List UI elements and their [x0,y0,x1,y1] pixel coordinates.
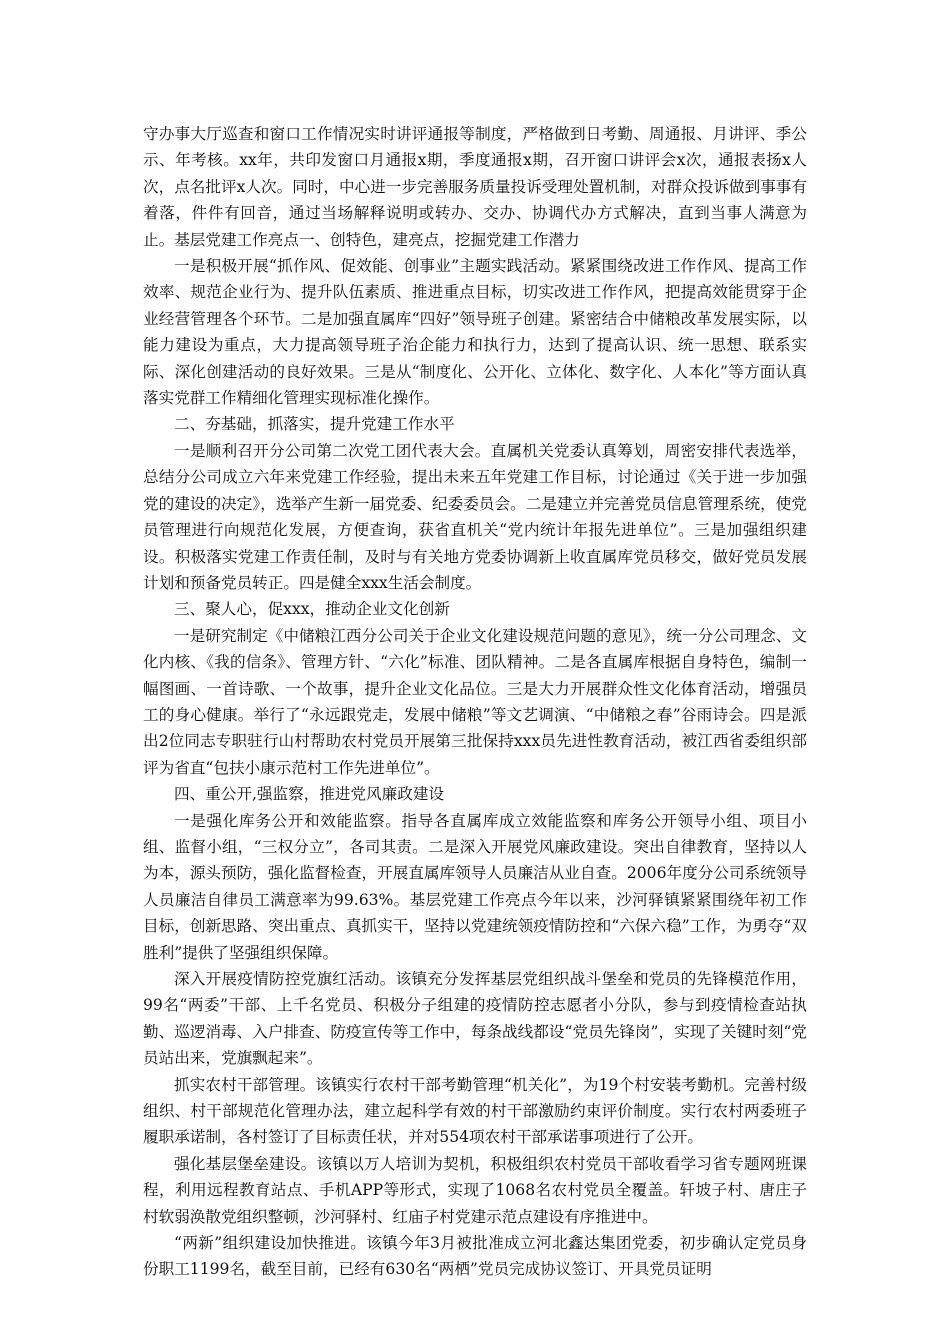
section-heading-2: 二、夯基础，抓落实，提升党建工作水平 [174,415,455,434]
paragraph-9: 深入开展疫情防控党旗红活动。该镇充分发挥基层党组织战斗堡垒和党员的先锋模范作用，99名“两委”干部、上千名党员、积极分子组建的疫情防控志愿者小分队，参与到疫情检查站执勤、巡逻消毒、入户排查、防疫宣传等工作中，每条战线都设“党员先锋岗”，实现了关键时刻“党员站出来，党旗飘起来”。 [143,970,807,1068]
document-body [143,121,807,1283]
paragraph-11: 强化基层堡垒建设。该镇以万人培训为契机，积极组织农村党员干部收看学习省专题网班课程，利用远程教育站点、手机APP等形式，实现了1068名农村党员全覆盖。轩坡子村、唐庄子村软弱涣散党组织整顿，沙河驿村、红庙子村党建示范点建设有序推进中。 [143,1154,807,1226]
paragraph-8: 一是强化库务公开和效能监察。指导各直属库成立效能监察和库务公开领导小组、项目小组、监督小组，“三权分立”，各司其责。二是深入开展党风廉政建设。突出自律教育，坚持以人为本，源头预防，强化监督检查，开展直属库领导人员廉洁从业自查。2006年度分公司系统领导人员廉洁自律员工满意率为99.63%。基层党建工作亮点今年以来，沙河驿镇紧紧围绕年初工作目标，创新思路、突出重点、真抓实干，坚持以党建统领疫情防控和“六保六稳”工作，为勇夺“双胜利”提供了坚强组织保障。 [143,811,807,962]
paragraph-4: 一是顺利召开分公司第二次党工团代表大会。直属机关党委认真筹划，周密安排代表选举，总结分公司成立六年来党建工作经验，提出未来五年党建工作目标，讨论通过《关于进一步加强党的建设的决定》，选举产生新一届党委、纪委委员会。二是建立并完善党员信息管理系统，使党员管理进行向规范化发展，方便查询，获省直机关“党内统计年报先进单位”。三是加强组织建设。积极落实党建工作责任制，及时与有关地方党委协调新上收直属库党员移交，做好党员发展计划和预备党员转正。四是健全xxx生活会制度。 [143,441,807,592]
paragraph-10: 抓实农村干部管理。该镇实行农村干部考勤管理“机关化”，为19个村安装考勤机。完善村级组织、村干部规范化管理办法，建立起科学有效的村干部激励约束评价制度。实行农村两委班子履职承诺制，各村签订了目标责任状，并对554项农村干部承诺事项进行了公开。 [143,1075,807,1147]
section-heading-3: 三、聚人心，促xxx，推动企业文化创新 [174,600,450,619]
paragraph-6: 一是研究制定《中储粮江西分公司关于企业文化建设规范问题的意见》，统一分公司理念、文化内核、《我的信条》、管理方针、“六化”标准、团队精神。二是各直属库根据自身特色，编制一幅图画、一首诗歌、一个故事，提升企业文化品位。三是大力开展群众性文化体育活动，增强员工的身心健康。举行了“永远跟党走，发展中储粮”等文艺调演、“中储粮之春”谷雨诗会。四是派出2位同志专职驻行山村帮助农村党员开展第三批保持xxx员先进性教育活动，被江西省委组织部评为省直“包扶小康示范村工作先进单位”。 [143,626,807,777]
paragraph-1: 守办事大厅巡查和窗口工作情况实时讲评通报等制度，严格做到日考勤、周通报、月讲评、季公示、年考核。xx年，共印发窗口月通报x期，季度通报x期，召开窗口讲评会x次，通报表扬x人次，点名批评x人次。同时，中心进一步完善服务质量投诉受理处置机制，对群众投诉做到事事有着落，件件有回音，通过当场解释说明或转办、交办、协调代办方式解决，直到当事人满意为止。基层党建工作亮点一、创特色，建亮点，挖掘党建工作潜力 [143,125,807,249]
section-heading-4: 四、重公开,强监察，推进党风廉政建设 [174,785,445,804]
paragraph-2: 一是积极开展“抓作风、促效能、创事业”主题实践活动。紧紧围绕改进工作作风、提高工作效率、规范企业行为、提升队伍素质、推进重点目标，切实改进工作作风，把提高效能贯穿于企业经营管理各个环节。二是加强直属库“四好”领导班子创建。紧密结合中储粮改革发展实际，以能力建设为重点，大力提高领导班子治企能力和执行力，达到了提高认识、统一思想、联系实际、深化创建活动的良好效果。三是从“制度化、公开化、立体化、数字化、人本化”等方面认真落实党群工作精细化管理实现标准化操作。 [143,257,807,408]
paragraph-12: “两新”组织建设加快推进。该镇今年3月被批准成立河北鑫达集团党委，初步确认定党员身份职工1199名，截至目前，已经有630名“两栖”党员完成协议签订、开具党员证明 [143,1234,807,1279]
